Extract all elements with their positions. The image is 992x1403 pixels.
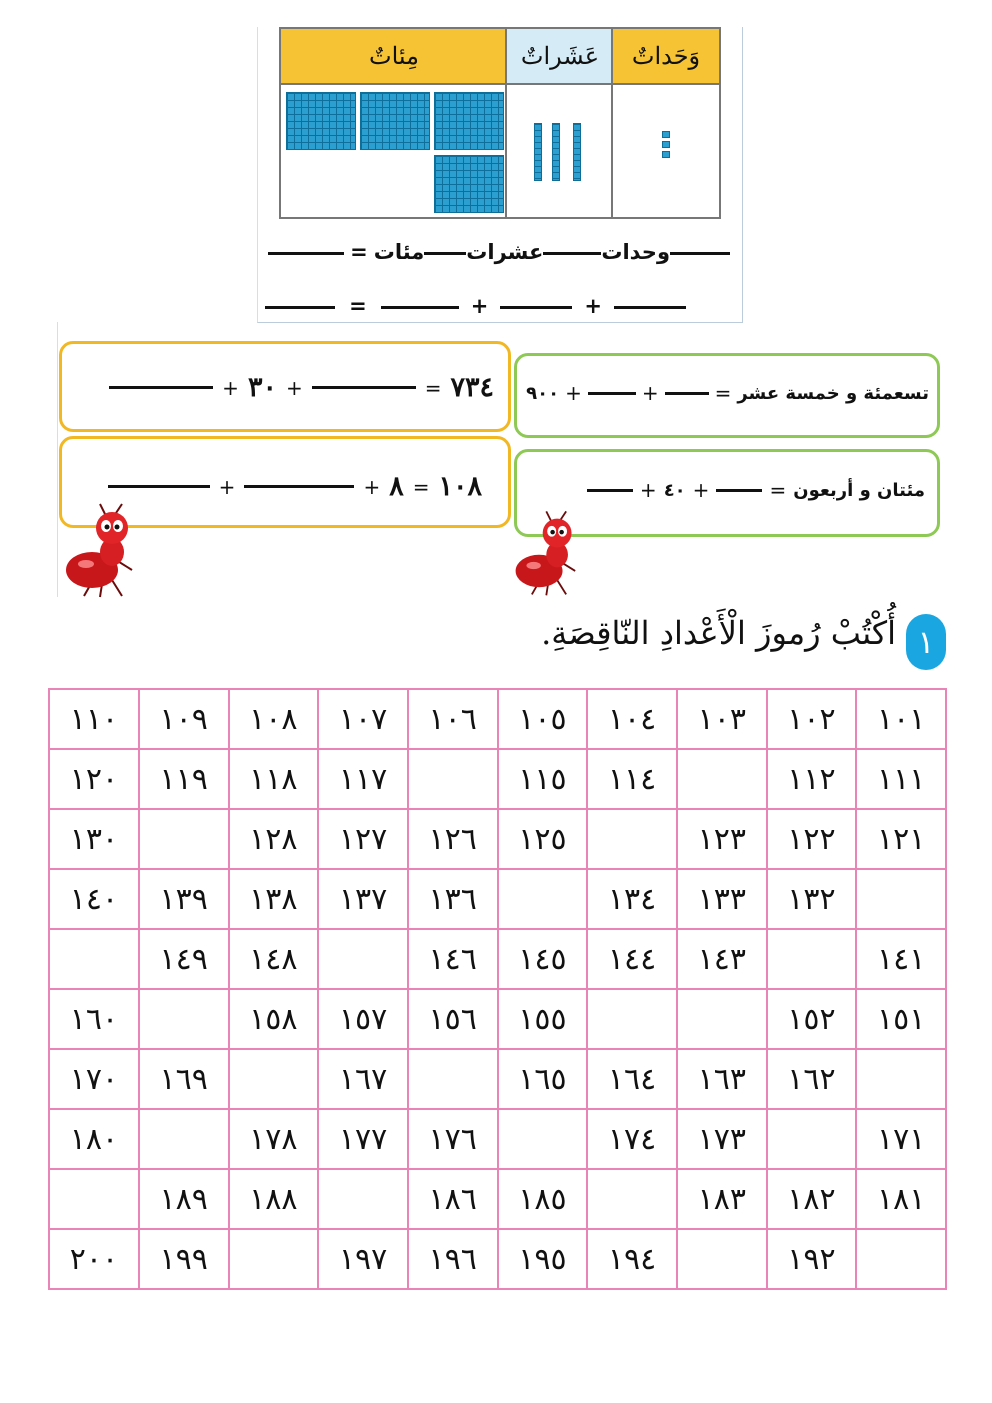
missing-number-cell[interactable] <box>139 989 229 1049</box>
number-cell: ١٠٢ <box>767 689 857 749</box>
number-cell: ١٤٦ <box>408 929 498 989</box>
number-cell: ١٨٠ <box>49 1109 139 1169</box>
grid-row <box>49 1109 946 1169</box>
missing-numbers-grid <box>48 688 947 1290</box>
number-cell: ١٧٤ <box>587 1109 677 1169</box>
number-cell: ١٤٤ <box>587 929 677 989</box>
answer-blank[interactable] <box>244 485 354 488</box>
number-cell: ١٤٠ <box>49 869 139 929</box>
number-cell: ١٦٠ <box>49 989 139 1049</box>
number-cell: ١٢٨ <box>229 809 319 869</box>
plus-sign: + <box>363 474 381 499</box>
number-734: ٧٣٤ <box>450 372 494 403</box>
missing-number-cell[interactable] <box>767 929 857 989</box>
number-cell: ١٣٩ <box>139 869 229 929</box>
number-cell: ١٣٤ <box>587 869 677 929</box>
given-8: ٨ <box>389 471 404 502</box>
number-cell: ١٤٣ <box>677 929 767 989</box>
number-cell: ١٧٣ <box>677 1109 767 1169</box>
grid-row <box>49 1229 946 1289</box>
equals-sign: = <box>412 474 430 499</box>
ten-rod <box>552 123 560 181</box>
equals-sign: = <box>714 381 732 405</box>
number-cell: ١٧٨ <box>229 1109 319 1169</box>
number-cell: ١٥٦ <box>408 989 498 1049</box>
number-cell: ١١٨ <box>229 749 319 809</box>
number-cell: ١٣٣ <box>677 869 767 929</box>
ant-illustration <box>62 500 144 598</box>
equals-sign: = <box>349 294 367 318</box>
number-cell: ١٢٥ <box>498 809 588 869</box>
number-cell: ١٢٠ <box>49 749 139 809</box>
number-108: ١٠٨ <box>438 471 482 502</box>
number-cell: ١٣٦ <box>408 869 498 929</box>
number-cell: ١٥٢ <box>767 989 857 1049</box>
number-cell: ١٤٩ <box>139 929 229 989</box>
missing-number-cell[interactable] <box>318 1169 408 1229</box>
number-cell: ١١٢ <box>767 749 857 809</box>
given-900: ٩٠٠ <box>526 382 560 404</box>
number-cell: ١٦٢ <box>767 1049 857 1109</box>
number-cell: ١٠٣ <box>677 689 767 749</box>
number-cell: ١٩٦ <box>408 1229 498 1289</box>
number-cell: ١٤١ <box>856 929 946 989</box>
equals-sign: = <box>424 375 442 400</box>
hundreds-column <box>281 85 505 217</box>
tens-column <box>507 85 611 217</box>
given-30: ٣٠ <box>247 372 277 403</box>
hundreds-header <box>281 29 507 85</box>
plus-sign: + <box>470 294 489 318</box>
number-cell: ١٠٩ <box>139 689 229 749</box>
number-cell: ١٦٥ <box>498 1049 588 1109</box>
given-40: ٤٠ <box>663 479 686 501</box>
tens-header-label: عَشَراتٌ <box>520 42 600 70</box>
hundreds-header-label: مِئاتٌ <box>368 42 419 70</box>
ones-header <box>613 29 719 85</box>
hundred-block <box>360 92 430 150</box>
missing-number-cell[interactable] <box>856 1229 946 1289</box>
missing-number-cell[interactable] <box>139 809 229 869</box>
number-cell: ١٣٧ <box>318 869 408 929</box>
grid-row <box>49 809 946 869</box>
exercise-title: أُكْتُبْ رُموزَ الْأَعْدادِ النّاقِصَةِ. <box>541 614 896 652</box>
number-cell: ١٨٥ <box>498 1169 588 1229</box>
missing-number-cell[interactable] <box>229 1049 319 1109</box>
number-cell: ١٢٢ <box>767 809 857 869</box>
ones-header-label: وَحَداتٌ <box>631 42 701 70</box>
plus-sign: + <box>639 478 657 502</box>
ones-word: وحدات <box>601 240 670 264</box>
answer-blank[interactable] <box>268 252 344 255</box>
number-cell: ١٧٦ <box>408 1109 498 1169</box>
place-value-table <box>279 27 721 219</box>
number-cell: ١٠١ <box>856 689 946 749</box>
number-cell: ١٢٧ <box>318 809 408 869</box>
grid-row <box>49 1049 946 1109</box>
answer-blank[interactable] <box>424 252 466 255</box>
number-cell: ١٣٢ <box>767 869 857 929</box>
missing-number-cell[interactable] <box>498 869 588 929</box>
place-value-line-2 <box>265 294 686 318</box>
missing-number-cell[interactable] <box>587 1169 677 1229</box>
plus-sign: + <box>584 294 602 318</box>
number-cell: ١٧١ <box>856 1109 946 1169</box>
number-cell: ١٩٢ <box>767 1229 857 1289</box>
number-cell: ١٦٧ <box>318 1049 408 1109</box>
number-cell: ١٨٦ <box>408 1169 498 1229</box>
exercise-number: ١ <box>917 623 935 661</box>
grid-row <box>49 689 946 749</box>
answer-blank[interactable] <box>665 392 709 395</box>
missing-number-cell[interactable] <box>408 1049 498 1109</box>
number-cell: ١٥٨ <box>229 989 319 1049</box>
answer-blank[interactable] <box>265 306 335 309</box>
number-cell: ١٨٣ <box>677 1169 767 1229</box>
answer-blank[interactable] <box>109 386 213 389</box>
missing-number-cell[interactable] <box>408 749 498 809</box>
number-cell: ٢٠٠ <box>49 1229 139 1289</box>
plus-sign: + <box>641 381 659 405</box>
answer-blank[interactable] <box>587 489 633 492</box>
missing-number-cell[interactable] <box>856 869 946 929</box>
number-cell: ١١٠ <box>49 689 139 749</box>
answer-blank[interactable] <box>716 489 762 492</box>
answer-blank[interactable] <box>381 306 459 309</box>
number-cell: ١٤٥ <box>498 929 588 989</box>
number-cell: ١١٧ <box>318 749 408 809</box>
grid-row <box>49 1169 946 1229</box>
answer-blank[interactable] <box>500 306 572 309</box>
number-cell: ١٣٨ <box>229 869 319 929</box>
plus-sign: + <box>692 478 710 502</box>
unit-cube <box>662 141 670 148</box>
number-cell: ١٠٤ <box>587 689 677 749</box>
number-cell: ١٩٤ <box>587 1229 677 1289</box>
missing-number-cell[interactable] <box>677 1229 767 1289</box>
missing-number-cell[interactable] <box>677 989 767 1049</box>
number-cell: ١٨١ <box>856 1169 946 1229</box>
number-cell: ١٧٧ <box>318 1109 408 1169</box>
ten-rod <box>534 123 542 181</box>
equals-sign: = <box>350 240 368 264</box>
number-cell: ١١٥ <box>498 749 588 809</box>
number-cell: ١٥١ <box>856 989 946 1049</box>
hundred-block <box>434 155 504 213</box>
answer-blank[interactable] <box>543 252 601 255</box>
grid-row <box>49 989 946 1049</box>
unit-cube <box>662 151 670 158</box>
answer-blank[interactable] <box>588 392 636 395</box>
missing-number-cell[interactable] <box>318 929 408 989</box>
exercise-number-badge <box>906 614 946 670</box>
number-cell: ١٦٩ <box>139 1049 229 1109</box>
missing-number-cell[interactable] <box>498 1109 588 1169</box>
answer-blank[interactable] <box>312 386 416 389</box>
number-cell: ١٥٥ <box>498 989 588 1049</box>
answer-blank[interactable] <box>108 485 210 488</box>
ant-illustration <box>512 506 586 598</box>
missing-number-cell[interactable] <box>767 1109 857 1169</box>
number-cell: ١٠٦ <box>408 689 498 749</box>
plus-sign: + <box>222 375 239 400</box>
missing-number-cell[interactable] <box>587 809 677 869</box>
number-cell: ١٩٩ <box>139 1229 229 1289</box>
answer-blank[interactable] <box>614 306 686 309</box>
hundreds-word: مئات <box>373 240 425 264</box>
number-cell: ١٩٥ <box>498 1229 588 1289</box>
number-cell: ١٠٨ <box>229 689 319 749</box>
missing-number-cell[interactable] <box>229 1229 319 1289</box>
number-cell: ١٤٨ <box>229 929 319 989</box>
missing-number-cell[interactable] <box>856 1049 946 1109</box>
expanded-form-box-734 <box>59 341 511 432</box>
number-cell: ١٦٤ <box>587 1049 677 1109</box>
number-cell: ١٨٩ <box>139 1169 229 1229</box>
number-words-915: تسعمئة و خمسة عشر <box>737 382 929 404</box>
number-cell: ١٧٠ <box>49 1049 139 1109</box>
place-value-line-1 <box>268 240 730 264</box>
answer-blank[interactable] <box>670 252 730 255</box>
equals-sign: = <box>769 478 787 502</box>
grid-row <box>49 749 946 809</box>
tens-header <box>507 29 613 85</box>
hundred-block <box>434 92 504 150</box>
number-cell: ١١٤ <box>587 749 677 809</box>
number-cell: ١٠٧ <box>318 689 408 749</box>
missing-number-cell[interactable] <box>139 1109 229 1169</box>
grid-row <box>49 929 946 989</box>
missing-number-cell[interactable] <box>49 929 139 989</box>
number-cell: ١١١ <box>856 749 946 809</box>
plus-sign: + <box>285 375 303 400</box>
plus-sign: + <box>565 381 582 405</box>
missing-number-cell[interactable] <box>49 1169 139 1229</box>
ones-column <box>613 85 719 217</box>
tens-word: عشرات <box>466 240 544 264</box>
hundred-block <box>286 92 356 150</box>
number-cell: ١٩٧ <box>318 1229 408 1289</box>
plus-sign: + <box>218 474 236 499</box>
number-cell: ١٢٦ <box>408 809 498 869</box>
grid-row <box>49 869 946 929</box>
number-cell: ١٨٨ <box>229 1169 319 1229</box>
words-box-915 <box>514 353 940 438</box>
number-cell: ١٠٥ <box>498 689 588 749</box>
number-cell: ١٨٢ <box>767 1169 857 1229</box>
unit-cube <box>662 131 670 138</box>
number-cell: ١١٩ <box>139 749 229 809</box>
missing-number-cell[interactable] <box>677 749 767 809</box>
number-cell: ١٢١ <box>856 809 946 869</box>
number-cell: ١٢٣ <box>677 809 767 869</box>
number-cell: ١٣٠ <box>49 809 139 869</box>
number-cell: ١٥٧ <box>318 989 408 1049</box>
missing-number-cell[interactable] <box>587 989 677 1049</box>
number-cell: ١٦٣ <box>677 1049 767 1109</box>
ten-rod <box>573 123 581 181</box>
number-words-240: مئتان و أربعون <box>793 479 925 501</box>
